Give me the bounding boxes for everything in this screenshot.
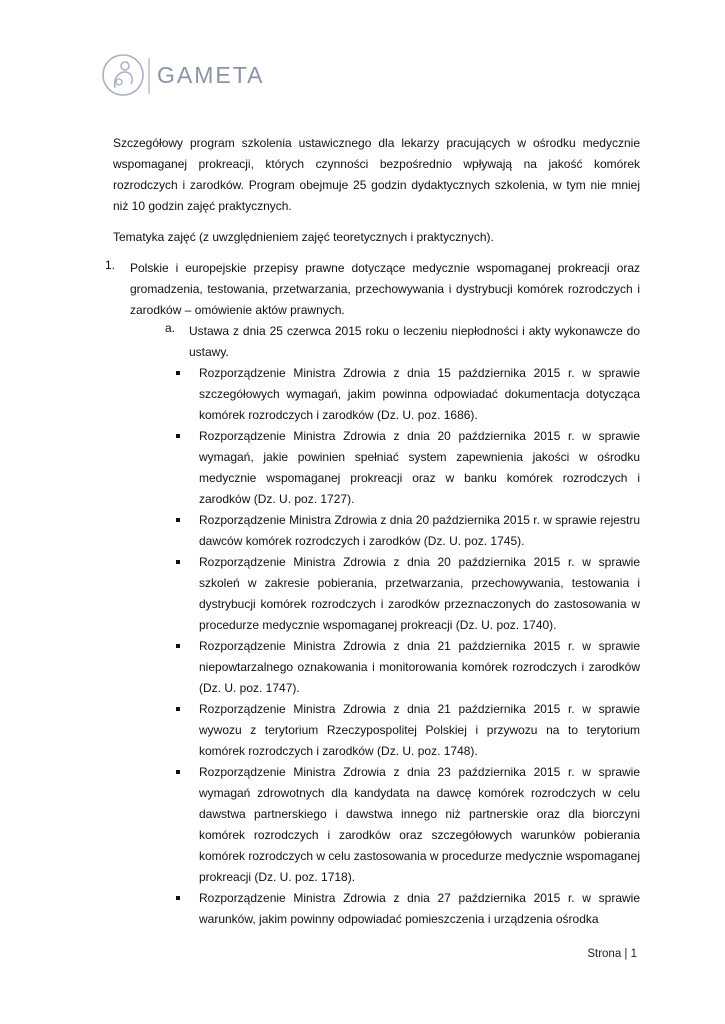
document-body [105, 133, 640, 930]
bullet-square-icon [176, 896, 180, 900]
bullet-square-icon [176, 434, 180, 438]
item-1-text: Polskie i europejskie przepisy prawne dotyczące medycznie wspomaganej prokreacji oraz gromadzenia, testowania, przetwarzania, przechowywania i dystrybucji komórek rozrodczych i zarodków – omówienie aktów prawnych. [130, 261, 640, 317]
logo-text: GAMETA [157, 62, 265, 88]
intro-paragraph: Szczegółowy program szkolenia ustawicznego dla lekarzy pracujących w ośrodku medycznie wspomaganej prokreacji, których czynności bezpośrednio wpływają na jakość komórek rozrodczych i zarodków. Program obejmuje 25 godzin dydaktycznych szkolenia, w tym nie mniej niż 10 godzin zajęć praktycznych. [113, 136, 640, 213]
list-item: Rozporządzenie Ministra Zdrowia z dnia 20 października 2015 r. w sprawie szkoleń w zakresie pobierania, przetwarzania, przechowywania, testowania i dystrybucji komórek rozrodczych i zarodków przeznaczonych do zastosowania w procedurze medycznie wspomaganej prokreacji (Dz. U. poz. 1740). [199, 552, 640, 636]
list-item: Rozporządzenie Ministra Zdrowia z dnia 20 października 2015 r. w sprawie wymagań, jakie powinien spełniać system zapewnienia jakości w ośrodku medycznie wspomaganej prokreacji oraz w banku komórek rozrodczych i zarodków (Dz. U. poz. 1727). [199, 426, 640, 510]
list-item: Rozporządzenie Ministra Zdrowia z dnia 21 października 2015 r. w sprawie niepowtarzalnego oznakowania i monitorowania komórek rozrodczych i zarodków (Dz. U. poz. 1747). [199, 636, 640, 699]
gameta-logo [101, 52, 266, 98]
list-item: Rozporządzenie Ministra Zdrowia z dnia 23 października 2015 r. w sprawie wymagań zdrowotnych dla kandydata na dawcę komórek rozrodczych w celu dawstwa partnerskiego i dawstwa innego niż partnerskie oraz dla biorczyni komórek rozrodczych i zarodków oraz szczegółowych warunków pobierania komórek rozrodczych w celu zastosowania w procedurze medycznie wspomaganej prokreacji (Dz. U. poz. 1718). [199, 762, 640, 888]
item-number: 1. [105, 258, 116, 272]
bullet-square-icon [176, 644, 180, 648]
logo-mother-child-icon [101, 52, 153, 98]
bullet-square-icon [176, 518, 180, 522]
list-item: Rozporządzenie Ministra Zdrowia z dnia 20 października 2015 r. w sprawie rejestru dawców komórek rozrodczych i zarodków (Dz. U. poz. 1745). [199, 510, 640, 552]
list-item: Rozporządzenie Ministra Zdrowia z dnia 15 października 2015 r. w sprawie szczegółowych wymagań, jakim powinna odpowiadać dokumentacja dotycząca komórek rozrodczych i zarodków (Dz. U. poz. 1686). [199, 363, 640, 426]
list-item: Rozporządzenie Ministra Zdrowia z dnia 27 października 2015 r. w sprawie warunków, jakim powinny odpowiadać pomieszczenia i urządzenia ośrodka [199, 888, 640, 930]
bullet-square-icon [176, 770, 180, 774]
list-item: Rozporządzenie Ministra Zdrowia z dnia 21 października 2015 r. w sprawie wywozu z terytorium Rzeczypospolitej Polskiej i przywozu na to terytorium komórek rozrodczych i zarodków (Dz. U. poz. 1748). [199, 699, 640, 762]
bullet-square-icon [176, 707, 180, 711]
bullet-square-icon [176, 371, 180, 375]
numbered-item-1 [105, 258, 640, 363]
sub-item-a-text: Ustawa z dnia 25 czerwca 2015 roku o leczeniu niepłodności i akty wykonawcze do ustawy. [189, 324, 640, 359]
sub-item-a [165, 321, 640, 363]
sub-item-letter: a. [165, 321, 176, 335]
bullet-square-icon [176, 560, 180, 564]
page-number: Strona | 1 [587, 948, 637, 960]
topics-heading: Tematyka zajęć (z uwzględnieniem zajęć teoretycznych i praktycznych). [113, 230, 494, 244]
regulation-list [199, 363, 640, 930]
